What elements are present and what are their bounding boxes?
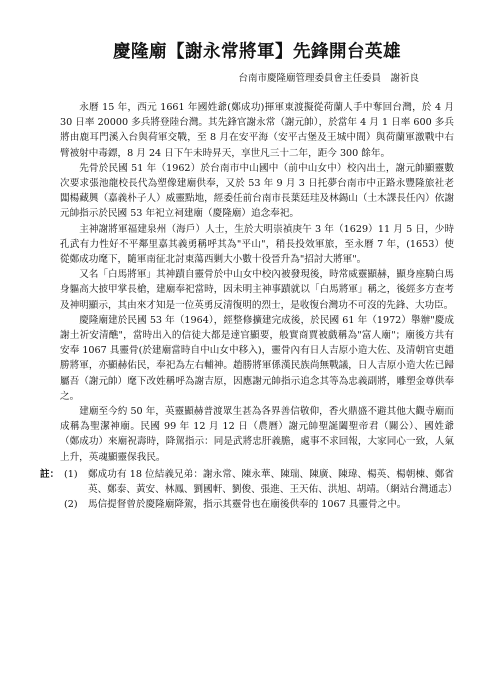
paragraph-recent: 建廟至今約 50 年，英靈顯赫普渡眾生甚為各界善信敬仰，香火鼎盛不避其他大觀寺廟而成稱為聖潔神廟。民國 99 年 12 月 12 日（農曆）謝元帥聖誕闔聖帝君（關公）、國姓爺（鄭成功）來廟祝壽時，降駕指示：同是武將忠肝義膽，處事不求回報，大家同心一致，人氣上升，英魂顯靈保我民。 — [60, 406, 454, 463]
paragraph-excavation: 先骨於民國 51 年（1962）於台南市中山國中（前中山女中）校內出土，謝元帥顯靈數次要求張池龍校長代為塑像建廟供奉，又於 53 年 9 月 3 日托夢台南市中正路永豐隆旅社老闆楊藏興（嘉義朴子人）威靈點地，經委任前台南市長葉廷珪及林錫山（土木課長任內）依謝元帥指示於民國 53 年祀立祠建廟（慶隆廟）追念奉祀。 — [60, 162, 454, 220]
document-title: 慶隆廟【謝永常將軍】先鋒開台英雄 — [113, 42, 401, 62]
note-text: 馬信提督曾於慶隆廟降駕，指示其靈骨也在廟後供奉的 1067 具靈骨之中。 — [88, 499, 407, 511]
paragraph-temple-history: 慶隆廟建於民國 53 年（1964），經整修擴建完成後，於民國 61 年（1972）舉辦"慶成謝土祈安清醮"，當時出入的信徒大都是達官顯要，般實商賈被戲稱為"富人廟"；廟後方共有安奉 1067 具靈骨(於建廟當時自中山女中移入)，靈骨內有日人吉原小造大佐、及清朝官吏趙勝將軍，亦顯赫佑民，奉祀為左右輔神。趙勝將軍係漢民族尚無戰議，日人吉原小造大佐已歸屬吾（謝元帥）麾下改姓稱呼為謝吉原，因應謝元帥指示追念其等為忠義副將，雕塑金尊供奉之。 — [60, 314, 454, 402]
author-byline: 台南市慶隆廟管理委員會主任委員 謝祈良 — [238, 73, 419, 84]
note-number: (2) — [64, 499, 78, 511]
note-text: 鄭成功有 18 位結義兄弟：謝永常、陳永華、陳瑞、陳廣、陳瑋、楊英、楊朝棟、鄭省英、鄭泰、黃安、林鳳、劉國軒、劉俊、張進、王天佑、洪旭、胡靖。（網站台灣通志） — [88, 468, 458, 496]
note-number: (1) — [64, 468, 78, 480]
paragraph-history: 永曆 15 年，西元 1661 年國姓爺(鄭成功)揮軍東渡擬從荷蘭人手中奪回台灣，於 4 月 30 日率 20000 多兵將登陸台灣。其先鋒官謝永常（謝元帥），於當年 4 月 1 日率 600 多兵將由鹿耳門溪入台與荷軍交戰，至 8 月在安平海（安平古堡及王城中間）與荷蘭軍激戰中右臂被射中毒鏢，8 月 24 日下午未時昇天，享世凡三十二年，距今 300 餘年。 — [60, 102, 454, 159]
paragraph-white-horse: 又名「白馬將軍」其神蹟自靈骨於中山女中校內被發現後，時常威靈顯赫，顯身座騎白馬身軀高大披甲掌長槍，建廟奉祀當時，因未明主神事蹟就以「白馬將軍」稱之，後經多方查考及神明顯示，其由來才知是一位英勇反清復明的烈士，是收復台灣功不可沒的先鋒、大功臣。 — [60, 269, 454, 311]
note-item — [64, 497, 454, 512]
notes-label: 註： — [40, 468, 60, 480]
note-item — [40, 467, 458, 497]
paragraph-biography: 主神謝將軍福建泉州（海戶）人士，生於大明崇禎庚午 3 年（1629）11 月 5 日，少時孔武有力性好不平鄰里嘉其義勇稱呼其為"平山"，稍長投效軍旅，至永曆 7 年，(1653）使從鄭成功麾下，隨軍南征北討東蕩西剿大小數十役晉升為"招討大將軍"。 — [60, 223, 454, 266]
notes-section — [40, 467, 458, 513]
article-body — [60, 100, 454, 465]
